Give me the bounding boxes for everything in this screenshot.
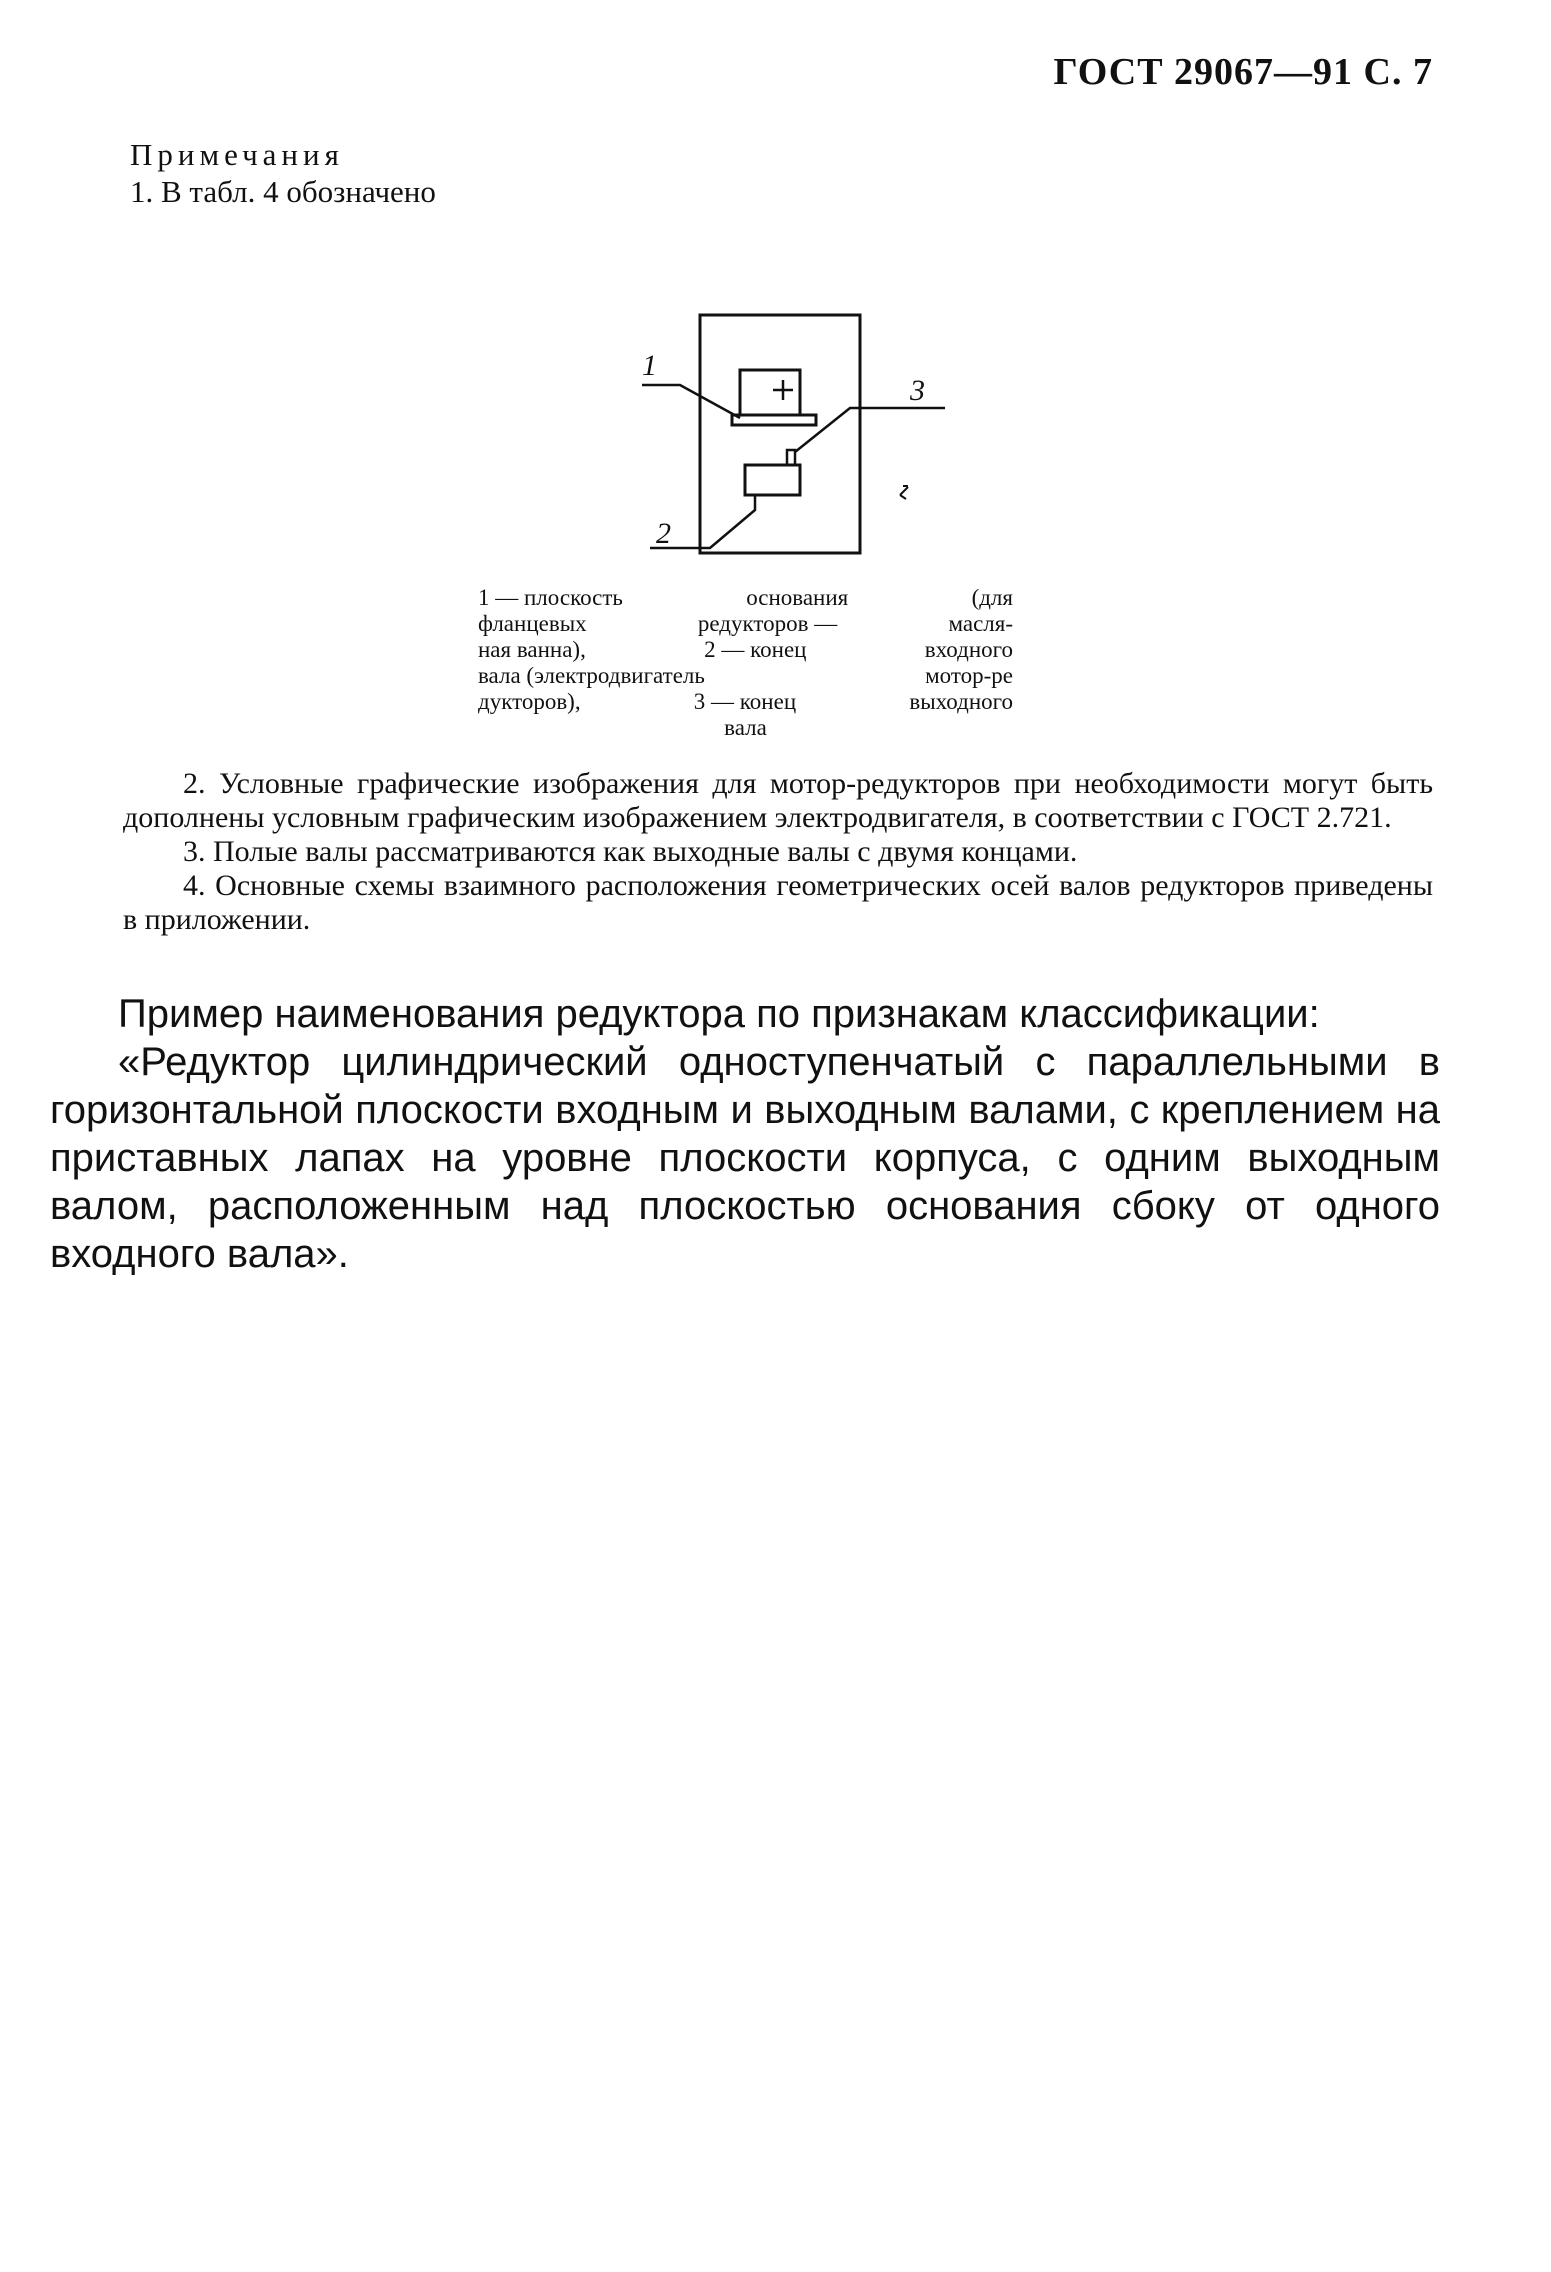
figure-label-2: 2: [656, 517, 671, 550]
gearbox-symbol-figure: [620, 300, 970, 570]
notes-list: [123, 767, 1433, 937]
caption-last-line: вала: [724, 715, 767, 740]
caption-text: (для: [971, 585, 1013, 610]
output-shaft-stub: [787, 450, 795, 465]
caption-line: [478, 585, 1013, 611]
caption-text: входного: [924, 637, 1013, 662]
note-1: 1. В табл. 4 обозначено: [130, 174, 436, 209]
note-3: 3. Полые валы рассматриваются как выходные валы с двумя концами.: [183, 835, 1078, 868]
note-2: 2. Условные графические изображения для мотор-редукторов при необходимости могут быть дополнены условным графическим изображением электродвигателя, в соответствии с ГОСТ 2.721.: [123, 767, 1433, 834]
figure-caption: [478, 585, 1013, 741]
lower-box: [745, 465, 800, 495]
mark-arrow: [900, 486, 908, 499]
caption-line: [478, 663, 1013, 689]
caption-line: [478, 689, 1013, 715]
caption-text: выходного: [909, 689, 1013, 714]
gearbox-symbol-diagram: [620, 300, 970, 570]
note-4: 4. Основные схемы взаимного расположения геометрических осей валов редукторов приведены в приложении.: [123, 869, 1433, 936]
caption-text: 1 — плоскость: [478, 585, 623, 610]
notes-heading: Примечания: [130, 137, 344, 172]
caption-text: основания: [746, 585, 849, 610]
caption-text: вала (электродвигатель: [478, 663, 705, 688]
housing-outline: [700, 315, 860, 553]
caption-text: редукторов —: [697, 611, 838, 636]
caption-text: масля-: [948, 611, 1013, 636]
caption-line: [478, 611, 1013, 637]
figure-label-1: 1: [642, 349, 657, 382]
caption-text: мотор-ре: [925, 663, 1013, 688]
example-text: «Редуктор цилиндрический одноступенчатый с параллельными в горизонтальной плоскости входным и выходным валами, с креплением на приставных лапах на уровне плоскости корпуса, с одним выходным валом, расположенным над плоскостью основания сбоку от одного входного вала».: [50, 1040, 1440, 1276]
base-plate: [732, 415, 816, 425]
caption-text: дукторов),: [478, 689, 581, 714]
caption-text: фланцевых: [478, 611, 587, 636]
classification-example: [50, 990, 1440, 1278]
caption-text: 2 — конец: [704, 637, 807, 662]
caption-text: 3 — конец: [693, 689, 797, 714]
leader-line-1: [642, 385, 740, 418]
figure-label-3: 3: [910, 374, 925, 407]
example-intro: Пример наименования редуктора по признакам классификации:: [118, 992, 1320, 1036]
caption-text: ная ванна),: [478, 637, 586, 662]
caption-line: [478, 637, 1013, 663]
running-header: ГОСТ 29067—91 С. 7: [1053, 51, 1433, 93]
base-box: [740, 370, 800, 415]
